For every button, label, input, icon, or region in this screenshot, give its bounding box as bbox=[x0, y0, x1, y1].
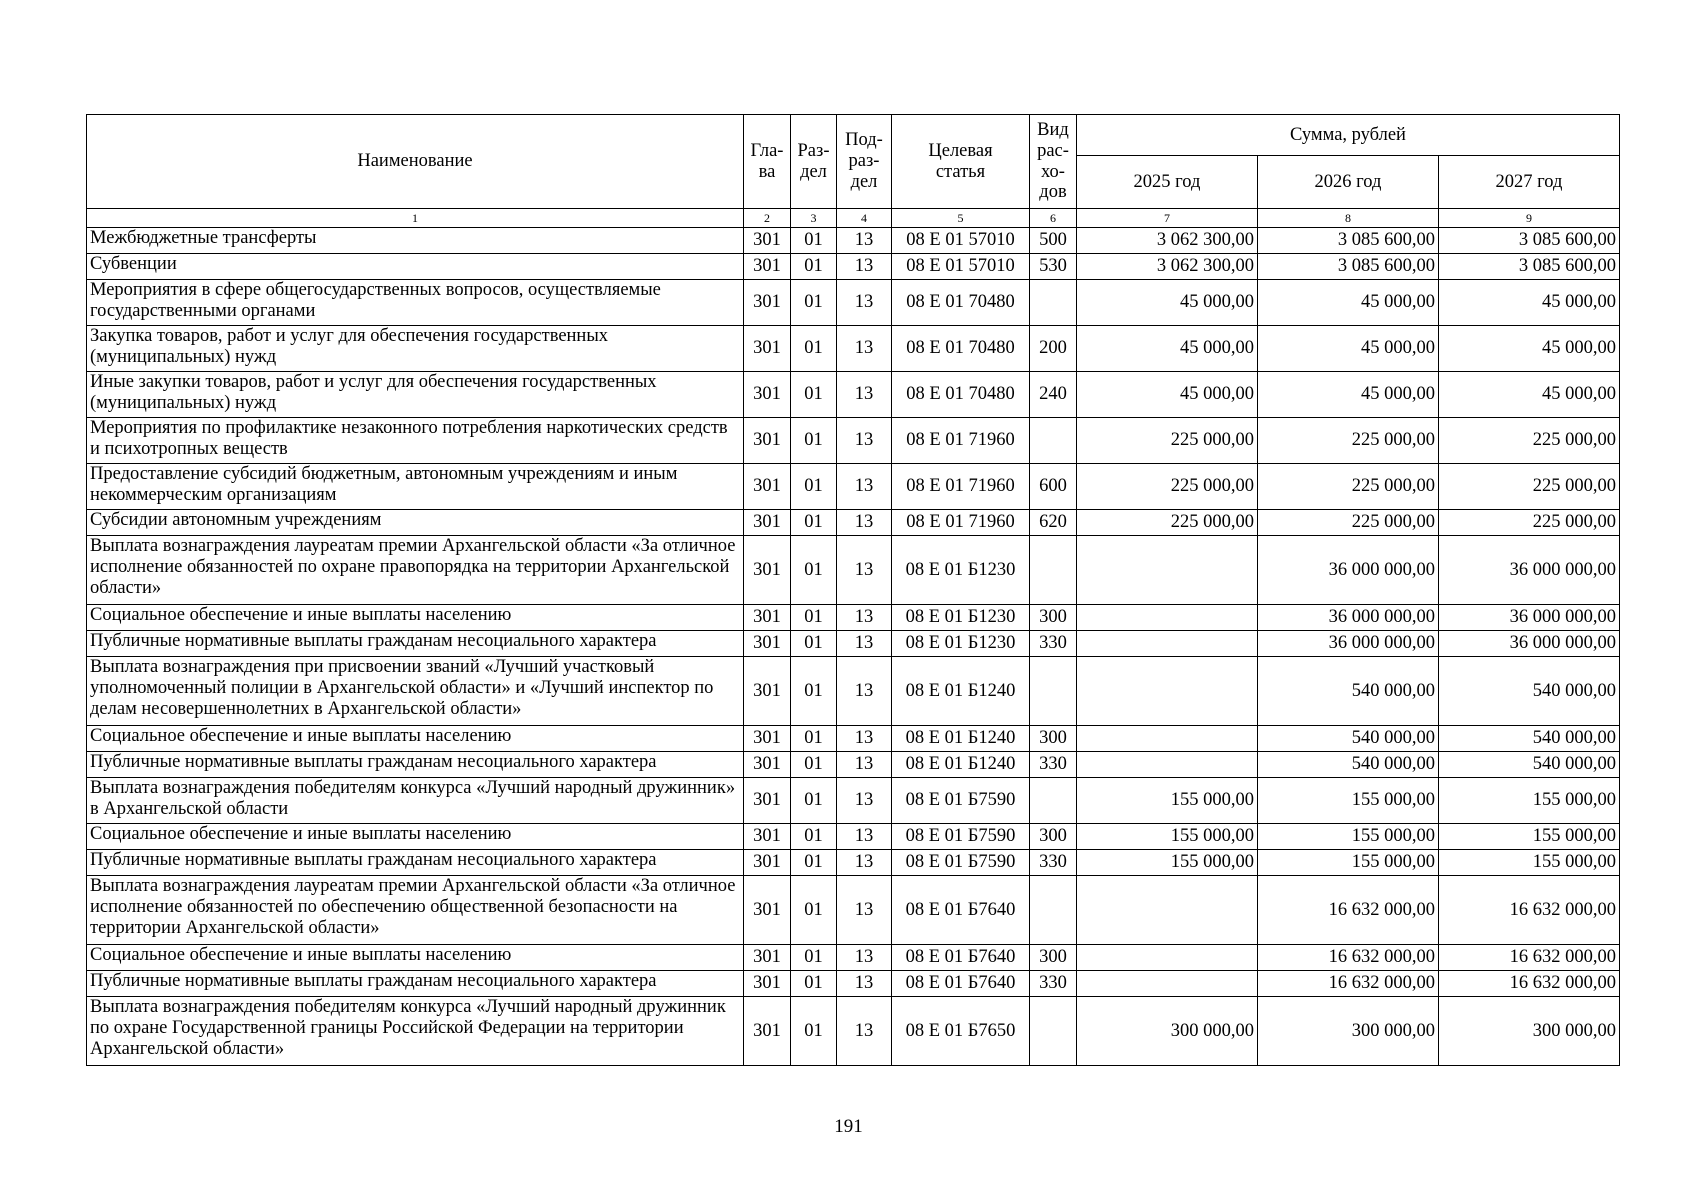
row-section: 01 bbox=[791, 605, 837, 631]
row-amount-2025 bbox=[1077, 631, 1258, 657]
row-chapter: 301 bbox=[744, 280, 791, 326]
row-chapter: 301 bbox=[744, 824, 791, 850]
row-target: 08 Е 01 Б1230 bbox=[892, 631, 1030, 657]
row-section: 01 bbox=[791, 657, 837, 726]
row-amount-2027: 36 000 000,00 bbox=[1439, 631, 1620, 657]
table-row bbox=[87, 945, 1620, 971]
row-amount-2026: 540 000,00 bbox=[1258, 726, 1439, 752]
row-amount-2026: 155 000,00 bbox=[1258, 850, 1439, 876]
row-amount-2026: 225 000,00 bbox=[1258, 418, 1439, 464]
row-expense-type bbox=[1030, 997, 1077, 1066]
row-expense-type: 330 bbox=[1030, 631, 1077, 657]
row-name: Выплата вознаграждения при присвоении званий «Лучший участковый уполномоченный полиции в Архангельской области» и «Лучший инспектор по делам несовершеннолетних в Архангельской области» bbox=[87, 657, 744, 726]
column-number: 4 bbox=[837, 209, 892, 228]
row-subsection: 13 bbox=[837, 605, 892, 631]
page-number: 191 bbox=[834, 1116, 863, 1137]
column-number-row bbox=[87, 209, 1620, 228]
row-section: 01 bbox=[791, 631, 837, 657]
header-expense-type: Вид рас- хо- дов bbox=[1030, 115, 1077, 209]
row-amount-2027: 45 000,00 bbox=[1439, 326, 1620, 372]
row-name: Субсидии автономным учреждениям bbox=[87, 510, 744, 536]
row-chapter: 301 bbox=[744, 326, 791, 372]
row-name: Публичные нормативные выплаты гражданам несоциального характера bbox=[87, 971, 744, 997]
header-year-2025: 2025 год bbox=[1077, 156, 1258, 209]
row-subsection: 13 bbox=[837, 280, 892, 326]
header-subsection: Под- раз- дел bbox=[837, 115, 892, 209]
row-subsection: 13 bbox=[837, 326, 892, 372]
row-amount-2027: 225 000,00 bbox=[1439, 418, 1620, 464]
table-row bbox=[87, 228, 1620, 254]
row-expense-type: 330 bbox=[1030, 971, 1077, 997]
row-expense-type: 330 bbox=[1030, 850, 1077, 876]
row-target: 08 Е 01 71960 bbox=[892, 510, 1030, 536]
row-expense-type: 240 bbox=[1030, 372, 1077, 418]
header-year-2027: 2027 год bbox=[1439, 156, 1620, 209]
row-expense-type: 300 bbox=[1030, 726, 1077, 752]
row-amount-2026: 3 085 600,00 bbox=[1258, 228, 1439, 254]
row-name: Социальное обеспечение и иные выплаты населению bbox=[87, 824, 744, 850]
row-section: 01 bbox=[791, 997, 837, 1066]
row-target: 08 Е 01 Б7590 bbox=[892, 824, 1030, 850]
table-row bbox=[87, 971, 1620, 997]
row-chapter: 301 bbox=[744, 228, 791, 254]
row-amount-2025 bbox=[1077, 752, 1258, 778]
row-chapter: 301 bbox=[744, 418, 791, 464]
table-row bbox=[87, 326, 1620, 372]
row-amount-2027: 155 000,00 bbox=[1439, 778, 1620, 824]
row-amount-2026: 45 000,00 bbox=[1258, 372, 1439, 418]
table-row bbox=[87, 997, 1620, 1066]
row-target: 08 Е 01 Б1240 bbox=[892, 752, 1030, 778]
table-row bbox=[87, 372, 1620, 418]
row-subsection: 13 bbox=[837, 254, 892, 280]
row-subsection: 13 bbox=[837, 850, 892, 876]
table-row bbox=[87, 778, 1620, 824]
row-amount-2027: 16 632 000,00 bbox=[1439, 876, 1620, 945]
row-target: 08 Е 01 71960 bbox=[892, 464, 1030, 510]
column-number: 3 bbox=[791, 209, 837, 228]
row-amount-2025: 45 000,00 bbox=[1077, 326, 1258, 372]
row-target: 08 Е 01 70480 bbox=[892, 280, 1030, 326]
row-amount-2026: 540 000,00 bbox=[1258, 657, 1439, 726]
row-section: 01 bbox=[791, 372, 837, 418]
row-subsection: 13 bbox=[837, 372, 892, 418]
header-target: Целевая статья bbox=[892, 115, 1030, 209]
row-subsection: 13 bbox=[837, 464, 892, 510]
row-subsection: 13 bbox=[837, 726, 892, 752]
column-number: 9 bbox=[1439, 209, 1620, 228]
row-subsection: 13 bbox=[837, 418, 892, 464]
header-sum: Сумма, рублей bbox=[1077, 115, 1620, 156]
row-amount-2027: 540 000,00 bbox=[1439, 657, 1620, 726]
row-section: 01 bbox=[791, 850, 837, 876]
row-amount-2027: 540 000,00 bbox=[1439, 726, 1620, 752]
row-amount-2026: 225 000,00 bbox=[1258, 464, 1439, 510]
row-amount-2026: 45 000,00 bbox=[1258, 280, 1439, 326]
row-chapter: 301 bbox=[744, 631, 791, 657]
header-chapter: Гла- ва bbox=[744, 115, 791, 209]
row-amount-2025: 45 000,00 bbox=[1077, 372, 1258, 418]
row-chapter: 301 bbox=[744, 510, 791, 536]
row-section: 01 bbox=[791, 752, 837, 778]
row-amount-2027: 225 000,00 bbox=[1439, 464, 1620, 510]
row-chapter: 301 bbox=[744, 605, 791, 631]
row-amount-2025: 45 000,00 bbox=[1077, 280, 1258, 326]
row-chapter: 301 bbox=[744, 876, 791, 945]
row-amount-2027: 45 000,00 bbox=[1439, 372, 1620, 418]
row-amount-2026: 36 000 000,00 bbox=[1258, 605, 1439, 631]
row-section: 01 bbox=[791, 876, 837, 945]
table-row bbox=[87, 657, 1620, 726]
row-amount-2027: 155 000,00 bbox=[1439, 850, 1620, 876]
row-section: 01 bbox=[791, 280, 837, 326]
row-target: 08 Е 01 Б7590 bbox=[892, 778, 1030, 824]
table-row bbox=[87, 876, 1620, 945]
row-amount-2026: 36 000 000,00 bbox=[1258, 631, 1439, 657]
row-target: 08 Е 01 Б1230 bbox=[892, 605, 1030, 631]
row-expense-type bbox=[1030, 876, 1077, 945]
table-row bbox=[87, 631, 1620, 657]
row-name: Межбюджетные трансферты bbox=[87, 228, 744, 254]
row-amount-2026: 540 000,00 bbox=[1258, 752, 1439, 778]
row-expense-type bbox=[1030, 657, 1077, 726]
row-section: 01 bbox=[791, 824, 837, 850]
row-amount-2026: 16 632 000,00 bbox=[1258, 876, 1439, 945]
row-expense-type: 620 bbox=[1030, 510, 1077, 536]
row-section: 01 bbox=[791, 464, 837, 510]
row-target: 08 Е 01 Б7640 bbox=[892, 971, 1030, 997]
row-section: 01 bbox=[791, 326, 837, 372]
row-amount-2025 bbox=[1077, 876, 1258, 945]
row-name: Мероприятия по профилактике незаконного потребления наркотических средств и психотропных веществ bbox=[87, 418, 744, 464]
header-year-2026: 2026 год bbox=[1258, 156, 1439, 209]
row-name: Социальное обеспечение и иные выплаты населению bbox=[87, 726, 744, 752]
row-target: 08 Е 01 71960 bbox=[892, 418, 1030, 464]
header-section: Раз- дел bbox=[791, 115, 837, 209]
row-amount-2025: 3 062 300,00 bbox=[1077, 254, 1258, 280]
row-section: 01 bbox=[791, 945, 837, 971]
row-target: 08 Е 01 70480 bbox=[892, 372, 1030, 418]
row-amount-2025: 155 000,00 bbox=[1077, 850, 1258, 876]
row-name: Выплата вознаграждения лауреатам премии Архангельской области «За отличное исполнение обязанностей по обеспечению общественной безопасности на территории Архангельской области» bbox=[87, 876, 744, 945]
row-section: 01 bbox=[791, 971, 837, 997]
row-chapter: 301 bbox=[744, 464, 791, 510]
row-amount-2027: 3 085 600,00 bbox=[1439, 254, 1620, 280]
header-name: Наименование bbox=[87, 115, 744, 209]
row-name: Публичные нормативные выплаты гражданам несоциального характера bbox=[87, 752, 744, 778]
row-name: Выплата вознаграждения победителям конкурса «Лучший народный дружинник» в Архангельской области bbox=[87, 778, 744, 824]
row-amount-2026: 155 000,00 bbox=[1258, 778, 1439, 824]
row-chapter: 301 bbox=[744, 254, 791, 280]
table-row bbox=[87, 752, 1620, 778]
row-amount-2026: 16 632 000,00 bbox=[1258, 945, 1439, 971]
row-amount-2025: 225 000,00 bbox=[1077, 510, 1258, 536]
row-subsection: 13 bbox=[837, 631, 892, 657]
table-row bbox=[87, 726, 1620, 752]
column-number: 7 bbox=[1077, 209, 1258, 228]
row-amount-2027: 36 000 000,00 bbox=[1439, 536, 1620, 605]
budget-table bbox=[86, 114, 1620, 1066]
row-amount-2025 bbox=[1077, 726, 1258, 752]
row-chapter: 301 bbox=[744, 726, 791, 752]
row-amount-2027: 300 000,00 bbox=[1439, 997, 1620, 1066]
row-amount-2025: 225 000,00 bbox=[1077, 418, 1258, 464]
row-amount-2026: 16 632 000,00 bbox=[1258, 971, 1439, 997]
row-target: 08 Е 01 Б7590 bbox=[892, 850, 1030, 876]
row-amount-2027: 36 000 000,00 bbox=[1439, 605, 1620, 631]
row-section: 01 bbox=[791, 254, 837, 280]
row-chapter: 301 bbox=[744, 971, 791, 997]
table-body bbox=[87, 228, 1620, 1066]
row-target: 08 Е 01 70480 bbox=[892, 326, 1030, 372]
row-subsection: 13 bbox=[837, 824, 892, 850]
row-expense-type bbox=[1030, 418, 1077, 464]
row-amount-2027: 3 085 600,00 bbox=[1439, 228, 1620, 254]
row-expense-type bbox=[1030, 778, 1077, 824]
column-number: 2 bbox=[744, 209, 791, 228]
row-amount-2025 bbox=[1077, 945, 1258, 971]
row-amount-2026: 155 000,00 bbox=[1258, 824, 1439, 850]
row-target: 08 Е 01 Б7640 bbox=[892, 945, 1030, 971]
row-name: Выплата вознаграждения победителям конкурса «Лучший народный дружинник по охране Государственной границы Российской Федерации на территории Архангельской области» bbox=[87, 997, 744, 1066]
row-name: Закупка товаров, работ и услуг для обеспечения государственных (муниципальных) нужд bbox=[87, 326, 744, 372]
row-name: Субвенции bbox=[87, 254, 744, 280]
table-row bbox=[87, 536, 1620, 605]
row-chapter: 301 bbox=[744, 945, 791, 971]
row-amount-2026: 36 000 000,00 bbox=[1258, 536, 1439, 605]
row-section: 01 bbox=[791, 778, 837, 824]
row-expense-type: 330 bbox=[1030, 752, 1077, 778]
row-name: Предоставление субсидий бюджетным, автономным учреждениям и иным некоммерческим организациям bbox=[87, 464, 744, 510]
row-target: 08 Е 01 57010 bbox=[892, 228, 1030, 254]
row-expense-type bbox=[1030, 280, 1077, 326]
row-target: 08 Е 01 57010 bbox=[892, 254, 1030, 280]
row-section: 01 bbox=[791, 510, 837, 536]
row-subsection: 13 bbox=[837, 945, 892, 971]
row-expense-type bbox=[1030, 536, 1077, 605]
table-row bbox=[87, 824, 1620, 850]
table-row bbox=[87, 510, 1620, 536]
row-chapter: 301 bbox=[744, 997, 791, 1066]
row-section: 01 bbox=[791, 418, 837, 464]
row-target: 08 Е 01 Б1230 bbox=[892, 536, 1030, 605]
row-chapter: 301 bbox=[744, 752, 791, 778]
row-name: Публичные нормативные выплаты гражданам несоциального характера bbox=[87, 631, 744, 657]
row-amount-2027: 16 632 000,00 bbox=[1439, 945, 1620, 971]
row-subsection: 13 bbox=[837, 876, 892, 945]
row-amount-2025 bbox=[1077, 971, 1258, 997]
row-expense-type: 600 bbox=[1030, 464, 1077, 510]
table-row bbox=[87, 464, 1620, 510]
row-section: 01 bbox=[791, 228, 837, 254]
row-amount-2025: 155 000,00 bbox=[1077, 824, 1258, 850]
row-subsection: 13 bbox=[837, 997, 892, 1066]
row-subsection: 13 bbox=[837, 971, 892, 997]
row-subsection: 13 bbox=[837, 778, 892, 824]
row-amount-2025 bbox=[1077, 605, 1258, 631]
row-chapter: 301 bbox=[744, 372, 791, 418]
row-target: 08 Е 01 Б1240 bbox=[892, 657, 1030, 726]
row-amount-2027: 540 000,00 bbox=[1439, 752, 1620, 778]
table-row bbox=[87, 280, 1620, 326]
row-expense-type: 200 bbox=[1030, 326, 1077, 372]
row-name: Публичные нормативные выплаты гражданам несоциального характера bbox=[87, 850, 744, 876]
row-chapter: 301 bbox=[744, 536, 791, 605]
row-name: Мероприятия в сфере общегосударственных вопросов, осуществляемые государственными органами bbox=[87, 280, 744, 326]
row-subsection: 13 bbox=[837, 536, 892, 605]
row-chapter: 301 bbox=[744, 850, 791, 876]
table-row bbox=[87, 254, 1620, 280]
row-name: Социальное обеспечение и иные выплаты населению bbox=[87, 945, 744, 971]
row-name: Социальное обеспечение и иные выплаты населению bbox=[87, 605, 744, 631]
row-amount-2025 bbox=[1077, 657, 1258, 726]
row-target: 08 Е 01 Б1240 bbox=[892, 726, 1030, 752]
row-amount-2026: 3 085 600,00 bbox=[1258, 254, 1439, 280]
row-chapter: 301 bbox=[744, 778, 791, 824]
row-amount-2025: 300 000,00 bbox=[1077, 997, 1258, 1066]
row-expense-type: 300 bbox=[1030, 824, 1077, 850]
row-amount-2026: 300 000,00 bbox=[1258, 997, 1439, 1066]
row-amount-2026: 225 000,00 bbox=[1258, 510, 1439, 536]
row-target: 08 Е 01 Б7640 bbox=[892, 876, 1030, 945]
row-amount-2027: 45 000,00 bbox=[1439, 280, 1620, 326]
row-subsection: 13 bbox=[837, 228, 892, 254]
row-name: Выплата вознаграждения лауреатам премии Архангельской области «За отличное исполнение обязанностей по охране правопорядка на территории Архангельской области» bbox=[87, 536, 744, 605]
row-subsection: 13 bbox=[837, 657, 892, 726]
row-section: 01 bbox=[791, 536, 837, 605]
row-amount-2025 bbox=[1077, 536, 1258, 605]
row-subsection: 13 bbox=[837, 510, 892, 536]
row-expense-type: 300 bbox=[1030, 945, 1077, 971]
row-amount-2025: 3 062 300,00 bbox=[1077, 228, 1258, 254]
row-amount-2026: 45 000,00 bbox=[1258, 326, 1439, 372]
row-expense-type: 530 bbox=[1030, 254, 1077, 280]
row-section: 01 bbox=[791, 726, 837, 752]
row-amount-2025: 225 000,00 bbox=[1077, 464, 1258, 510]
row-target: 08 Е 01 Б7650 bbox=[892, 997, 1030, 1066]
row-amount-2027: 16 632 000,00 bbox=[1439, 971, 1620, 997]
column-number: 1 bbox=[87, 209, 744, 228]
row-expense-type: 500 bbox=[1030, 228, 1077, 254]
row-chapter: 301 bbox=[744, 657, 791, 726]
row-amount-2027: 225 000,00 bbox=[1439, 510, 1620, 536]
table-row bbox=[87, 850, 1620, 876]
row-amount-2025: 155 000,00 bbox=[1077, 778, 1258, 824]
column-number: 8 bbox=[1258, 209, 1439, 228]
row-expense-type: 300 bbox=[1030, 605, 1077, 631]
column-number: 6 bbox=[1030, 209, 1077, 228]
table-row bbox=[87, 418, 1620, 464]
table-row bbox=[87, 605, 1620, 631]
row-amount-2027: 155 000,00 bbox=[1439, 824, 1620, 850]
row-name: Иные закупки товаров, работ и услуг для обеспечения государственных (муниципальных) нужд bbox=[87, 372, 744, 418]
row-subsection: 13 bbox=[837, 752, 892, 778]
column-number: 5 bbox=[892, 209, 1030, 228]
